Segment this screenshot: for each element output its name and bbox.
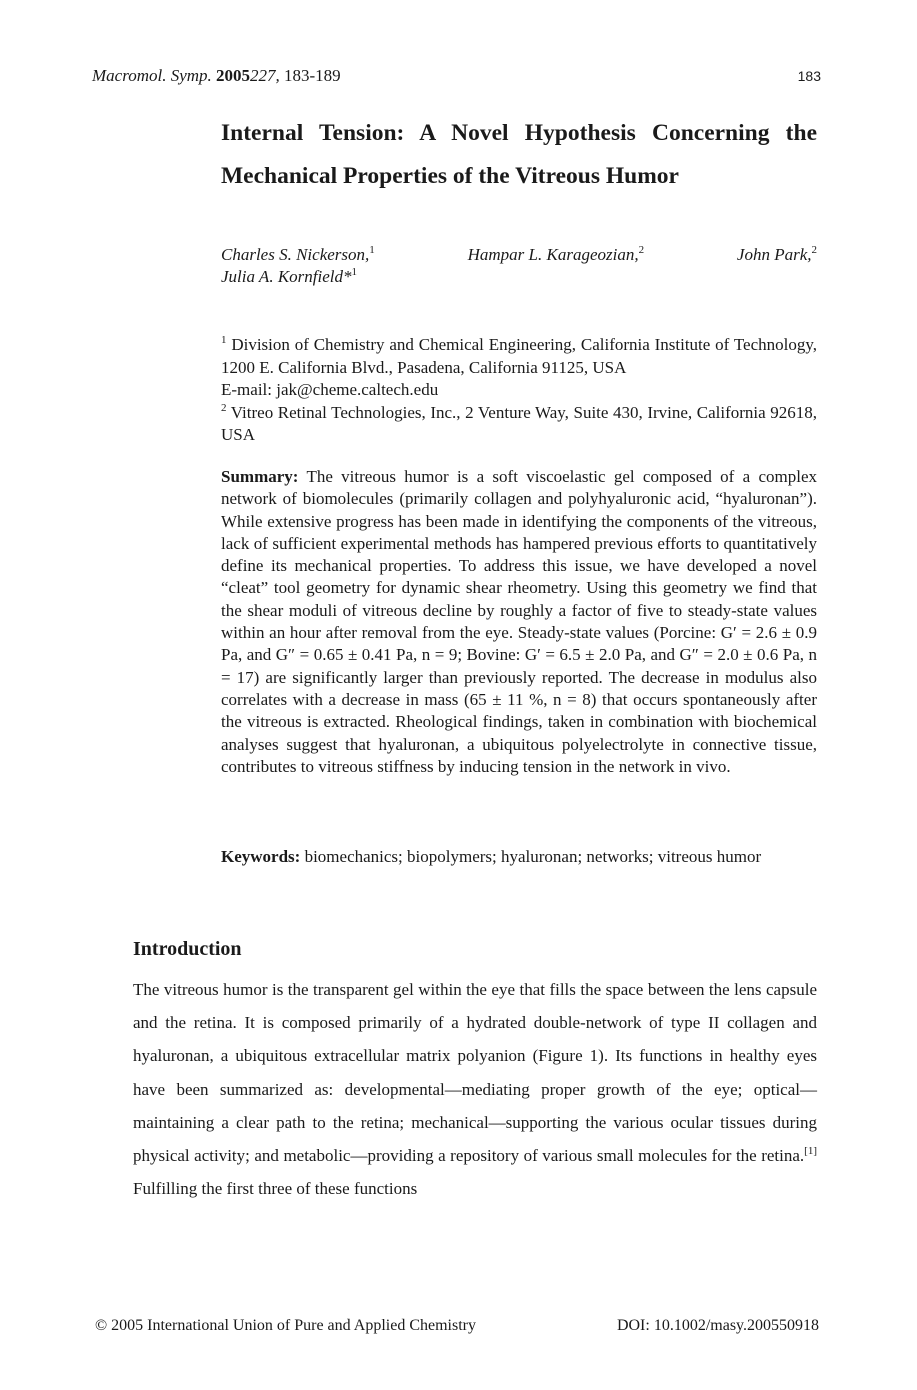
doi: DOI: 10.1002/masy.200550918: [616, 1317, 819, 1334]
affiliation-2: $^2$ Vitreo Retinal Technologies, Inc., 2 Venture Way, Suite 430, Irvine, California 92618, USA: [221, 401, 818, 444]
journal-name: Macromol. Symp.: [92, 66, 212, 85]
citation-ref: [1]: [804, 1145, 817, 1158]
introduction-paragraph: The vitreous humor is the transparent gel within the eye that fills the space between the lens capsule and the retina. It is composed primarily of a hydrated double-network of type II collagen and hyaluronan, a ubiquitous extracellular matrix polyanion (Figure 1). Its functions in healthy eyes have been summarized as: developmental—mediating proper growth of the eye; optical—maintaining a clear path to the retina; mechanical—supporting the various ocular tissues during physical activity; and metabolic—providing a repository of various small molecules for the retina.[1] Fulfilling the first three of these functions: [133, 980, 817, 1199]
abstract-label: Summary:: [221, 467, 299, 486]
author: John Park,$^2$: [736, 244, 817, 264]
page-number: 183: [797, 68, 821, 84]
email: E-mail: jak@cheme.caltech.edu: [221, 380, 439, 399]
journal-year: 2005: [216, 66, 251, 85]
running-header: [92, 66, 341, 86]
paper-title: [221, 112, 817, 198]
author-list: [221, 244, 817, 288]
author: Hampar L. Karageozian,$^2$: [467, 244, 645, 264]
keywords-text: biomechanics; biopolymers; hyaluronan; networks; vitreous humor: [304, 847, 762, 866]
author: Julia A. Kornfield*$^1$: [221, 266, 357, 286]
affiliation-1: $^1$ Division of Chemistry and Chemical Engineering, California Institute of Technology, 1200 E. California Blvd., Pasadena, California 91125, USA: [221, 334, 817, 377]
keywords-label: Keywords:: [221, 847, 301, 866]
affiliations: [221, 334, 817, 447]
abstract: [221, 466, 817, 778]
copyright: © 2005 International Union of Pure and Applied Chemistry: [95, 1317, 476, 1334]
keywords: [221, 846, 817, 869]
title-line-2: Mechanical Properties of the Vitreous Humor: [221, 163, 679, 189]
journal-pages: 183-189: [284, 66, 341, 85]
journal-volume: 227,: [250, 66, 280, 85]
title-line-1: Internal Tension: A Novel Hypothesis Concerning the: [221, 120, 817, 146]
abstract-text: The vitreous humor is a soft viscoelastic gel composed of a complex network of biomolecules (primarily collagen and polyhyaluronic acid, “hyaluronan”). While extensive progress has been made in identifying the components of the vitreous, lack of sufficient experimental methods has hampered previous efforts to quantitatively define its mechanical properties. To address this issue, we have developed a novel “cleat” tool geometry for dynamic shear rheometry. Using this geometry we find that the shear moduli of vitreous decline by roughly a factor of five to steady-state values within an hour after removal from the eye. Steady-state values (Porcine: G′ = 2.6 ± 0.9 Pa, and G″ = 0.65 ± 0.41 Pa, n = 9; Bovine: G′ = 6.5 ± 2.0 Pa, and G″ = 2.0 ± 0.6 Pa, n = 17) are significantly larger than previously reported. The decrease in modulus also correlates with a decrease in mass (65 ± 11 %, n = 8) that occurs spontaneously after the vitreous is extracted. Rheological findings, taken in combination with biochemical analyses suggest that hyaluronan, a ubiquitous polyelectrolyte in connective tissue, contributes to vitreous stiffness by inducing tension in the network in vivo.: [221, 467, 817, 776]
author: Charles S. Nickerson,$^1$: [221, 244, 375, 264]
section-heading: Introduction: [133, 938, 242, 960]
